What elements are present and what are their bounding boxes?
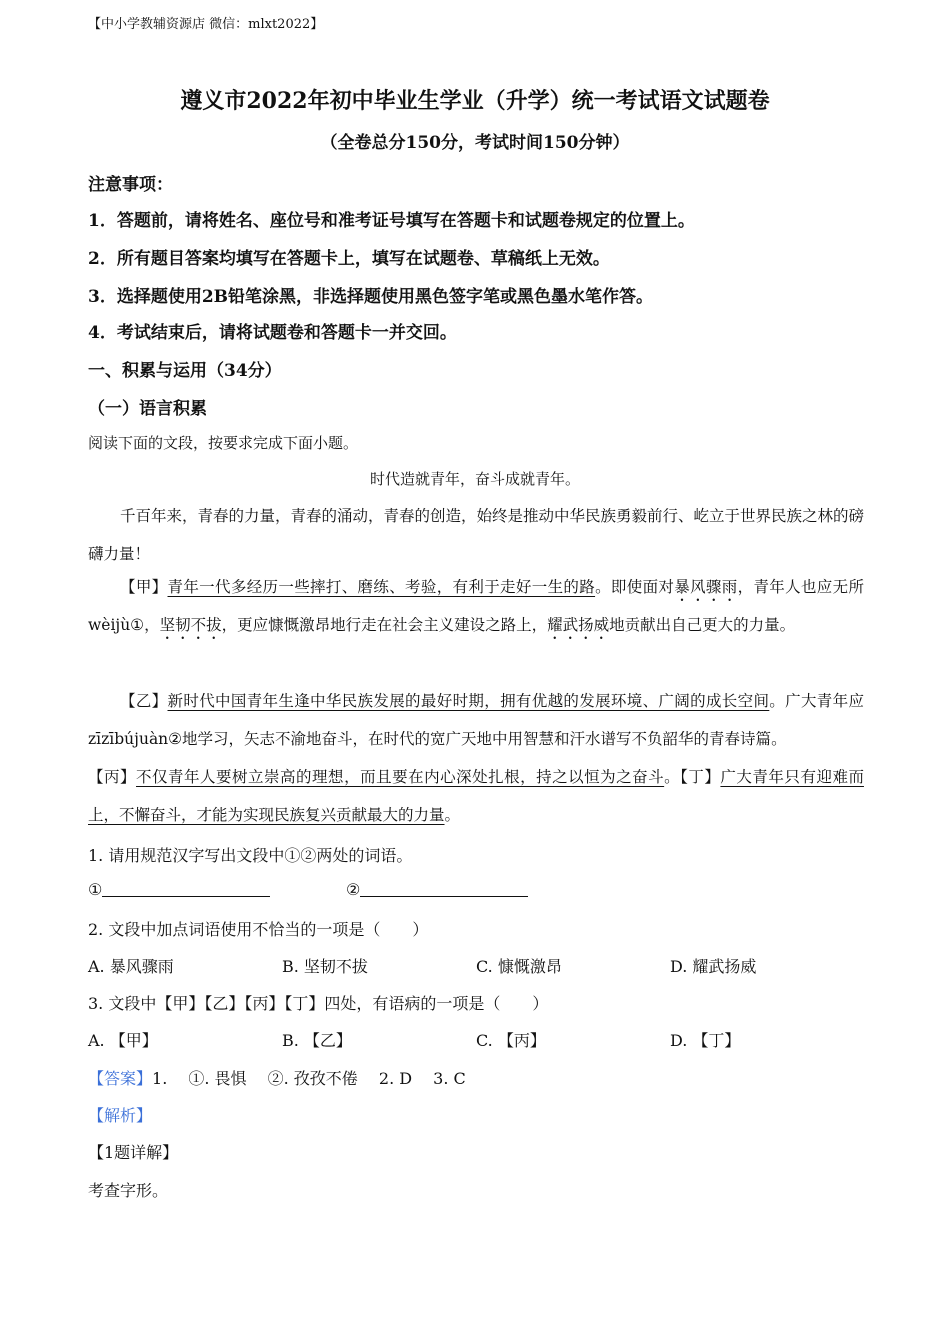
analysis-label: 【解析】 <box>88 1106 153 1125</box>
notice-item: 1．答题前，请将姓名、座位号和准考证号填写在答题卡和试题卷规定的位置上。 <box>88 211 695 231</box>
page-header: 【中小学教辅资源店 微信：mlxt2022】 <box>88 17 324 32</box>
answer-blank-2[interactable]: ② <box>346 880 528 899</box>
sentence-yi: 新时代中国青年生逢中华民族发展的最好时期，拥有优越的发展环境、广阔的成长空间 <box>167 692 770 710</box>
q2-option-c[interactable]: C. 慷慨激昂 <box>476 957 562 976</box>
answer-blank-1[interactable]: ① <box>88 880 270 899</box>
q2-option-d[interactable]: D. 耀武扬威 <box>670 957 757 976</box>
q3-option-b[interactable]: B. 【乙】 <box>282 1031 352 1050</box>
exam-title: 遵义市2022年初中毕业生学业（升学）统一考试语文试题卷 <box>180 88 770 114</box>
subsection-heading: （一）语言积累 <box>88 399 207 419</box>
passage-heading: 时代造就青年，奋斗成就青年。 <box>369 470 580 488</box>
question-2-stem: 2. 文段中加点词语使用不恰当的一项是（ ） <box>88 920 429 939</box>
passage-paragraph-4: 【丙】不仅青年人要树立崇高的理想，而且要在内心深处扎根，持之以恒为之奋斗。【丁】广大青年只有迎难而上，不懈奋斗，才能为实现民族复兴贡献最大的力量。 <box>88 768 864 824</box>
notice-item: 2．所有题目答案均填写在答题卡上，填写在试题卷、草稿纸上无效。 <box>88 249 610 269</box>
q2-option-a[interactable]: A. 暴风骤雨 <box>88 957 174 976</box>
section-heading: 一、积累与运用（34分） <box>88 361 282 381</box>
exam-subtitle: （全卷总分150分，考试时间150分钟） <box>320 133 630 153</box>
answer-label: 【答案】 <box>88 1069 153 1088</box>
dotted-term: 暴风骤雨 <box>674 578 738 596</box>
detail-text: 考查字形。 <box>88 1181 169 1200</box>
sentence-bing: 不仅青年人要树立崇高的理想，而且要在内心深处扎根，持之以恒为之奋斗 <box>136 768 665 786</box>
notice-item: 3．选择题使用2B铅笔涂黑，非选择题使用黑色签字笔或黑色墨水笔作答。 <box>88 287 654 307</box>
notice-item: 4．考试结束后，请将试题卷和答题卡一并交回。 <box>88 323 457 343</box>
passage-paragraph-2: 【甲】青年一代多经历一些摔打、磨练、考验，有利于走好一生的路。即使面对暴风骤雨，青年人也应无所 wèijù①，坚韧不拔，更应慷慨激昂地行走在社会主义建设之路上，耀武扬威地贡献出自己更大的力量。 <box>88 578 864 634</box>
detail-label: 【1题详解】 <box>88 1143 179 1162</box>
tag-yi: 【乙】 <box>120 692 168 710</box>
notice-heading: 注意事项： <box>88 175 173 195</box>
tag-ding: 【丁】 <box>680 768 721 786</box>
question-3-stem: 3. 文段中【甲】【乙】【丙】【丁】四处，有语病的一项是（ ） <box>88 994 549 1013</box>
answer-line <box>88 1066 466 1089</box>
dotted-term: 耀武扬威 <box>547 616 610 634</box>
passage-paragraph-1: 千百年来，青春的力量，青春的涌动，青春的创造，始终是推动中华民族勇毅前行、屹立于世界民族之林的磅礴力量！ <box>88 507 865 563</box>
reading-instruction: 阅读下面的文段，按要求完成下面小题。 <box>88 434 359 452</box>
q3-option-c[interactable]: C. 【丙】 <box>476 1031 546 1050</box>
sentence-ding: 广大青年只有迎难而上，不懈奋斗，才能为实现民族复兴贡献最大的力量 <box>88 768 864 824</box>
question-1-stem: 1. 请用规范汉字写出文段中①②两处的词语。 <box>88 846 413 865</box>
sentence-jia: 青年一代多经历一些摔打、磨练、考验，有利于走好一生的路 <box>167 578 596 596</box>
blank-line <box>360 882 528 897</box>
passage-paragraph-3: 【乙】新时代中国青年生逢中华民族发展的最好时期，拥有优越的发展环境、广阔的成长空间。广大青年应 zīzībújuàn②地学习，矢志不渝地奋斗，在时代的宽广天地中用智慧和汗水谱写不负韶华的青春诗篇。 <box>88 692 864 748</box>
tag-jia: 【甲】 <box>120 578 168 596</box>
dotted-term: 坚韧不拔 <box>159 616 222 634</box>
q3-option-a[interactable]: A. 【甲】 <box>88 1031 158 1050</box>
q2-option-b[interactable]: B. 坚韧不拔 <box>282 957 368 976</box>
answer-text: 1. ①. 畏惧 ②. 孜孜不倦 2. D 3. C <box>152 1069 466 1088</box>
tag-bing: 【丙】 <box>88 768 137 786</box>
q3-option-d[interactable]: D. 【丁】 <box>670 1031 741 1050</box>
blank-line <box>102 882 270 897</box>
